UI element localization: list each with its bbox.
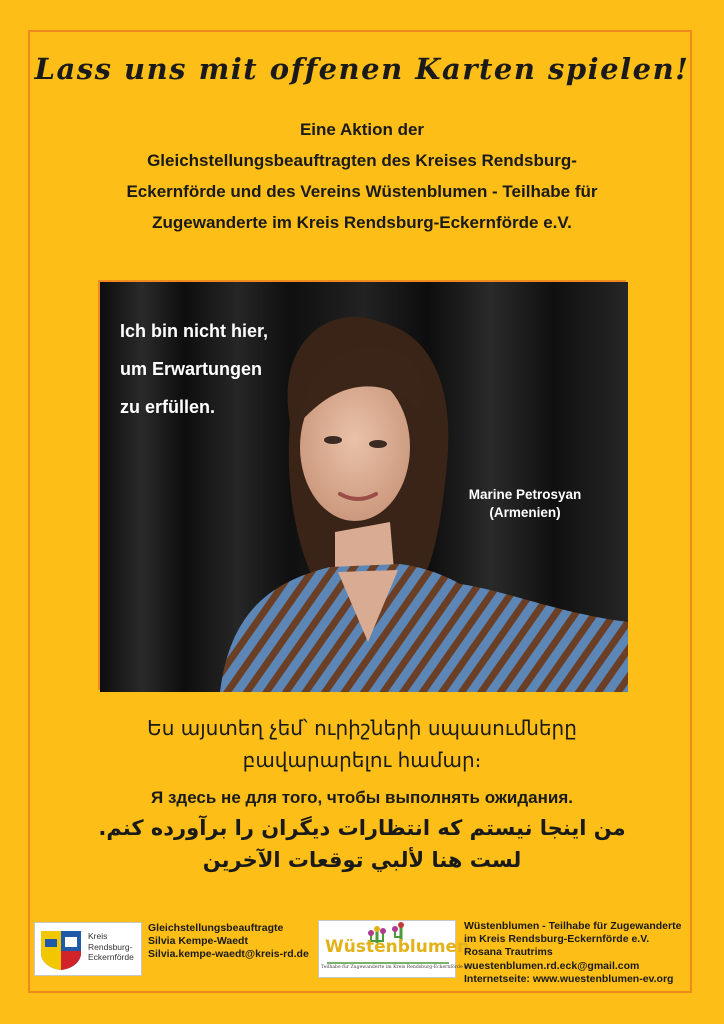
armenian-line: բավարարելու համար։ — [242, 748, 482, 772]
russian-translation: Я здесь не для того, чтобы выполнять ожидания. — [151, 788, 573, 807]
persian-translation: من اینجا نیستم که انتظارات دیگران را برآورده کنم. — [98, 816, 626, 840]
contact-line: im Kreis Rendsburg-Eckernförde e.V. — [464, 933, 650, 946]
portrait-photo — [98, 280, 626, 690]
armenian-translation — [60, 712, 664, 776]
kreis-logo — [34, 922, 142, 976]
contact-line: Gleichstellungsbeauftragte — [148, 922, 284, 934]
contact-email[interactable]: wuestenblumen.rd.eck@gmail.com — [464, 959, 640, 972]
wuestenblumen-wordmark: Wüstenblumen — [325, 937, 470, 957]
armenian-line: Ես այստեղ չեմ՝ ուրիշների սպասումները — [147, 716, 577, 740]
translations — [60, 712, 664, 876]
headline: Lass uns mit offenen Karten spielen! — [34, 52, 690, 86]
intro-line: Gleichstellungsbeauftragten des Kreises Rendsburg- — [147, 151, 577, 170]
kreis-logo-line: Kreis — [88, 931, 108, 941]
contact-website[interactable]: Internetseite: www.wuestenblumen-ev.org — [464, 972, 674, 985]
footer — [0, 916, 724, 986]
contact-email[interactable]: Silvia.kempe-waedt@kreis-rd.de — [148, 948, 309, 960]
caption-name: Marine Petrosyan — [468, 487, 582, 502]
photo-quote — [120, 312, 268, 426]
quote-line: um Erwartungen — [120, 359, 263, 379]
intro-line: Zugewanderte im Kreis Rendsburg-Eckernförde e.V. — [152, 213, 572, 232]
intro-line: Eine Aktion der — [299, 120, 425, 139]
coat-of-arms-icon — [39, 929, 83, 971]
wuestenblumen-tagline: Teilhabe für Zugewanderte im Kreis Rendsburg-Eckernförde e.V. — [321, 965, 473, 970]
contact-line: Rosana Trautrims — [464, 946, 553, 959]
kreis-logo-line: Rendsburg- — [88, 941, 133, 952]
caption-country: (Armenien) — [489, 505, 561, 520]
contact-gleichstellung — [148, 922, 309, 961]
intro-line: Eckernförde und des Vereins Wüstenblumen - Teilhabe für — [126, 182, 598, 201]
quote-line: Ich bin nicht hier, — [120, 321, 269, 341]
kreis-logo-line: Eckernförde — [88, 952, 134, 962]
arabic-translation: لست هنا لألبي توقعات الآخرين — [202, 848, 522, 872]
intro-text — [80, 114, 644, 238]
kreis-logo-text — [88, 931, 134, 963]
contact-line: Wüstenblumen - Teilhabe für Zugewanderte — [464, 920, 682, 932]
photo-caption — [450, 486, 600, 522]
contact-line: Silvia Kempe-Waedt — [148, 935, 248, 947]
wuestenblumen-logo — [318, 920, 473, 978]
quote-line: zu erfüllen. — [120, 397, 216, 417]
contact-wuestenblumen — [464, 920, 681, 986]
